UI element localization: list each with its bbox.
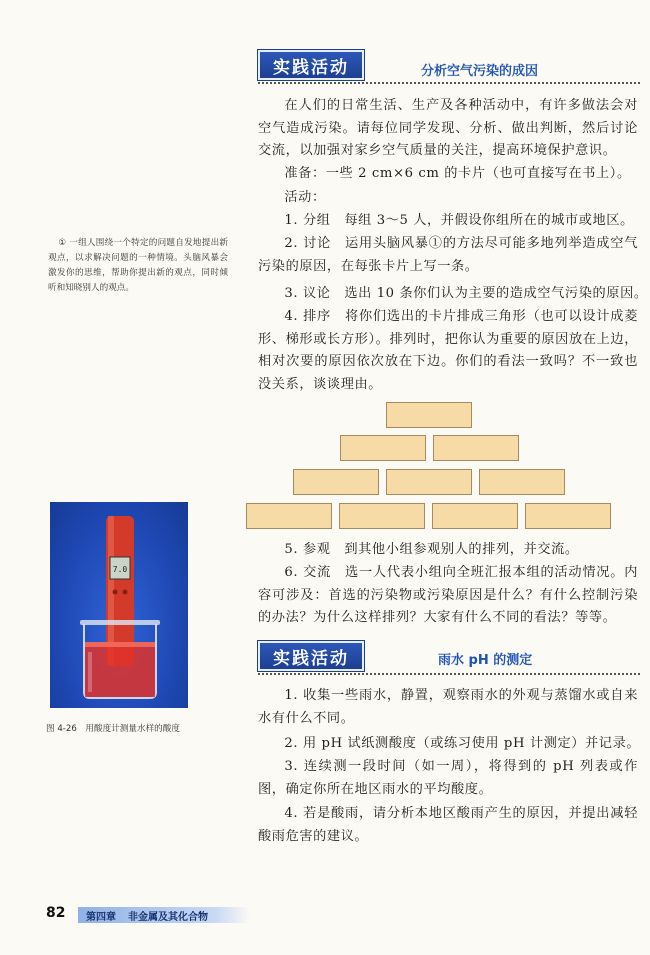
activity1-step1: 1. 分组 每组 3～5 人，并假设你组所在的城市或地区。 xyxy=(284,213,634,228)
page-number: 82 xyxy=(46,905,66,921)
activity2-badge: 实践活动 xyxy=(258,641,364,671)
pyramid-card xyxy=(433,435,519,461)
activity1-step5: 5. 参观 到其他小组参观别人的排列，并交流。 xyxy=(284,542,579,557)
ph-meter-illustration xyxy=(50,502,188,708)
pyramid-card xyxy=(340,435,426,461)
activity1-prep: 准备：一些 2 cm×6 cm 的卡片（也可直接写在书上）。 xyxy=(284,166,631,181)
activity1-badge: 实践活动 xyxy=(258,50,364,80)
activity1-intro: 在人们的日常生活、生产及各种活动中，有许多做法会对空气造成污染。请每位同学发现、分析、做出判断，然后讨论交流，以加强对家乡空气质量的关注，提高环境保护意识。 xyxy=(258,98,638,158)
activity2-header xyxy=(258,641,640,671)
pyramid-card xyxy=(386,469,472,495)
ph-meter-photo xyxy=(50,502,188,708)
activity2-topic: 雨水 pH 的测定 xyxy=(438,653,533,668)
activity1-step4: 4. 排序 将你们选出的卡片排成三角形（也可以设计成菱形、梯形或长方形）。排列时，把你认为重要的原因放在上边，相对次要的原因依次放在下边。你们的看法一致吗？不一致也没关系，谈谈理由。 xyxy=(258,309,638,392)
activity2-step2: 2. 用 pH 试纸测酸度（或练习使用 pH 计测定）并记录。 xyxy=(284,736,641,751)
pyramid-card xyxy=(246,503,332,529)
meter-display-text: 7.0 xyxy=(112,565,128,574)
activity1-step2: 2. 讨论 运用头脑风暴①的方法尽可能多地列举造成空气污染的原因，在每张卡片上写一条。 xyxy=(258,236,638,274)
chapter-footer-bar xyxy=(78,907,250,923)
pyramid-card xyxy=(293,469,379,495)
activity2-step3: 3. 连续测一段时间（如一周），将得到的 pH 列表或作图，确定你所在地区雨水的平均酸度。 xyxy=(258,759,638,797)
activity1-step3: 3. 议论 选出 10 条你们认为主要的造成空气污染的原因。 xyxy=(284,286,648,301)
activity1-activity-label: 活动： xyxy=(284,190,326,205)
chapter-title: 非金属及其化合物 xyxy=(128,911,208,923)
pyramid-card xyxy=(525,503,611,529)
pyramid-card xyxy=(386,402,472,428)
pyramid-card xyxy=(479,469,565,495)
activity2-step1: 1. 收集一些雨水，静置，观察雨水的外观与蒸馏水或自来水有什么不同。 xyxy=(258,688,638,726)
chapter-number: 第四章 xyxy=(86,911,116,923)
pyramid-card xyxy=(339,503,425,529)
activity1-dotted-rule xyxy=(258,82,640,84)
activity1-step6: 6. 交流 选一人代表小组向全班汇报本组的活动情况。内容可涉及：首选的污染物或污染原因是什么？有什么控制污染的办法？为什么这样排列？大家有什么不同的看法？等等。 xyxy=(258,565,638,625)
figure-caption: 图 4-26 用酸度计测量水样的酸度 xyxy=(46,724,180,734)
pyramid-card xyxy=(432,503,518,529)
activity1-header xyxy=(258,50,640,80)
footnote-brainstorm: ① 一组人围绕一个特定的问题自发地提出新观点，以求解决问题的一种情境。头脑风暴会激发你的思维，帮助你提出新的观点，同时倾听和知晓别人的观点。 xyxy=(48,238,228,293)
activity2-step4: 4. 若是酸雨，请分析本地区酸雨产生的原因，并提出减轻酸雨危害的建议。 xyxy=(258,806,638,844)
activity1-topic: 分析空气污染的成因 xyxy=(421,64,539,79)
activity2-dotted-rule xyxy=(258,673,640,675)
